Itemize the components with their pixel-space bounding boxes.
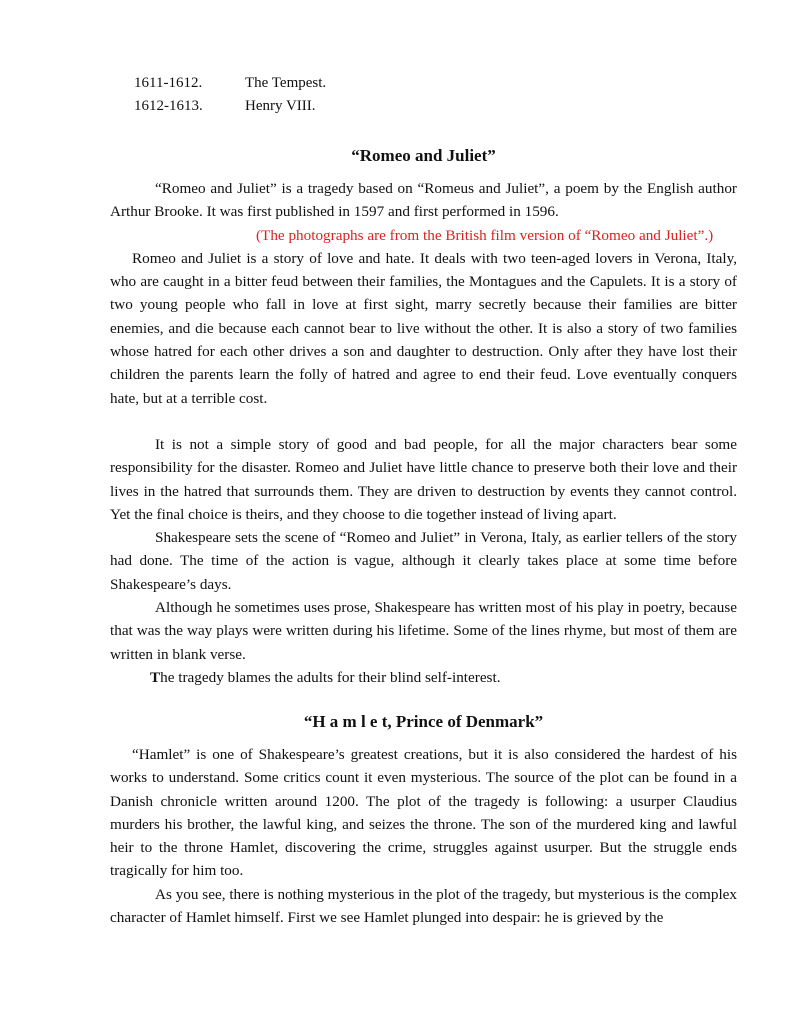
paragraph-rest: he tragedy blames the adults for their blind self-interest. <box>160 668 501 686</box>
paragraph: Although he sometimes uses prose, Shakespeare has written most of his play in poetry, because that was the way plays were written during his lifetime. Some of the lines rhyme, but most of them are written in blank verse. <box>110 599 737 663</box>
chronology-years: 1612-1613. <box>134 98 203 114</box>
chronology-row <box>0 96 791 116</box>
hamlet-section <box>110 743 737 929</box>
romeo-heading: “Romeo and Juliet” <box>351 146 496 165</box>
chronology-years: 1611-1612. <box>134 75 203 91</box>
photo-note: (The photographs are from the British film version of “Romeo and Juliet”.) <box>256 226 714 244</box>
paragraph: As you see, there is nothing mysterious in the plot of the tragedy, but mysterious is the complex character of Hamlet himself. First we see Hamlet plunged into despair: he is grieved by the <box>110 885 737 927</box>
paragraph: Romeo and Juliet is a story of love and hate. It deals with two teen-aged lovers in Verona, Italy, who are caught in a bitter feud between their families, the Montagues and the Capulets. It is a story of two young people who fall in love at first sight, marry secretly because their families are bitter enemies, and die because each cannot bear to live without the other. It is also a story of two families whose hatred for each other drives a son and daughter to destruction. Only after they have lost their children the parents learn the folly of hatred and agree to end their feud. Love eventually conquers hate, but at a terrible cost. <box>110 249 737 407</box>
chronology-row <box>0 73 791 93</box>
chronology-title: The Tempest. <box>245 75 327 91</box>
paragraph: “Hamlet” is one of Shakespeare’s greatest creations, but it is also considered the hardest of his works to understand. Some critics count it even mysterious. The source of the plot can be found in a Danish chronicle written around 1200. The plot of the tragedy is following: a usurper Claudius murders his brother, the lawful king, and seizes the throne. The son of the murdered king and lawful heir to the throne Hamlet, discovering the crime, struggles against usurper. But the struggle ends tragically for him too. <box>110 746 737 880</box>
paragraph <box>110 666 737 689</box>
paragraph-gap <box>110 410 737 433</box>
chronology-title: Henry VIII. <box>245 98 316 114</box>
paragraph: It is not a simple story of good and bad people, for all the major characters bear some responsibility for the disaster. Romeo and Juliet have little chance to preserve both their love and their lives in the hatred that surrounds them. They are driven to destruction by events they cannot control. Yet the final choice is theirs, and they choose to die together instead of living apart. <box>110 435 737 523</box>
hamlet-heading: “H a m l e t, Prince of Denmark” <box>303 712 544 731</box>
paragraph: Shakespeare sets the scene of “Romeo and Juliet” in Verona, Italy, as earlier tellers of the story had done. The time of the action is vague, although it clearly takes place at some time before Shakespeare’s days. <box>110 529 737 593</box>
paragraph: “Romeo and Juliet” is a tragedy based on “Romeus and Juliet”, a poem by the English author Arthur Brooke. It was first published in 1597 and first performed in 1596. <box>110 180 737 221</box>
bold-initial: T <box>150 668 161 686</box>
romeo-section <box>110 177 737 689</box>
